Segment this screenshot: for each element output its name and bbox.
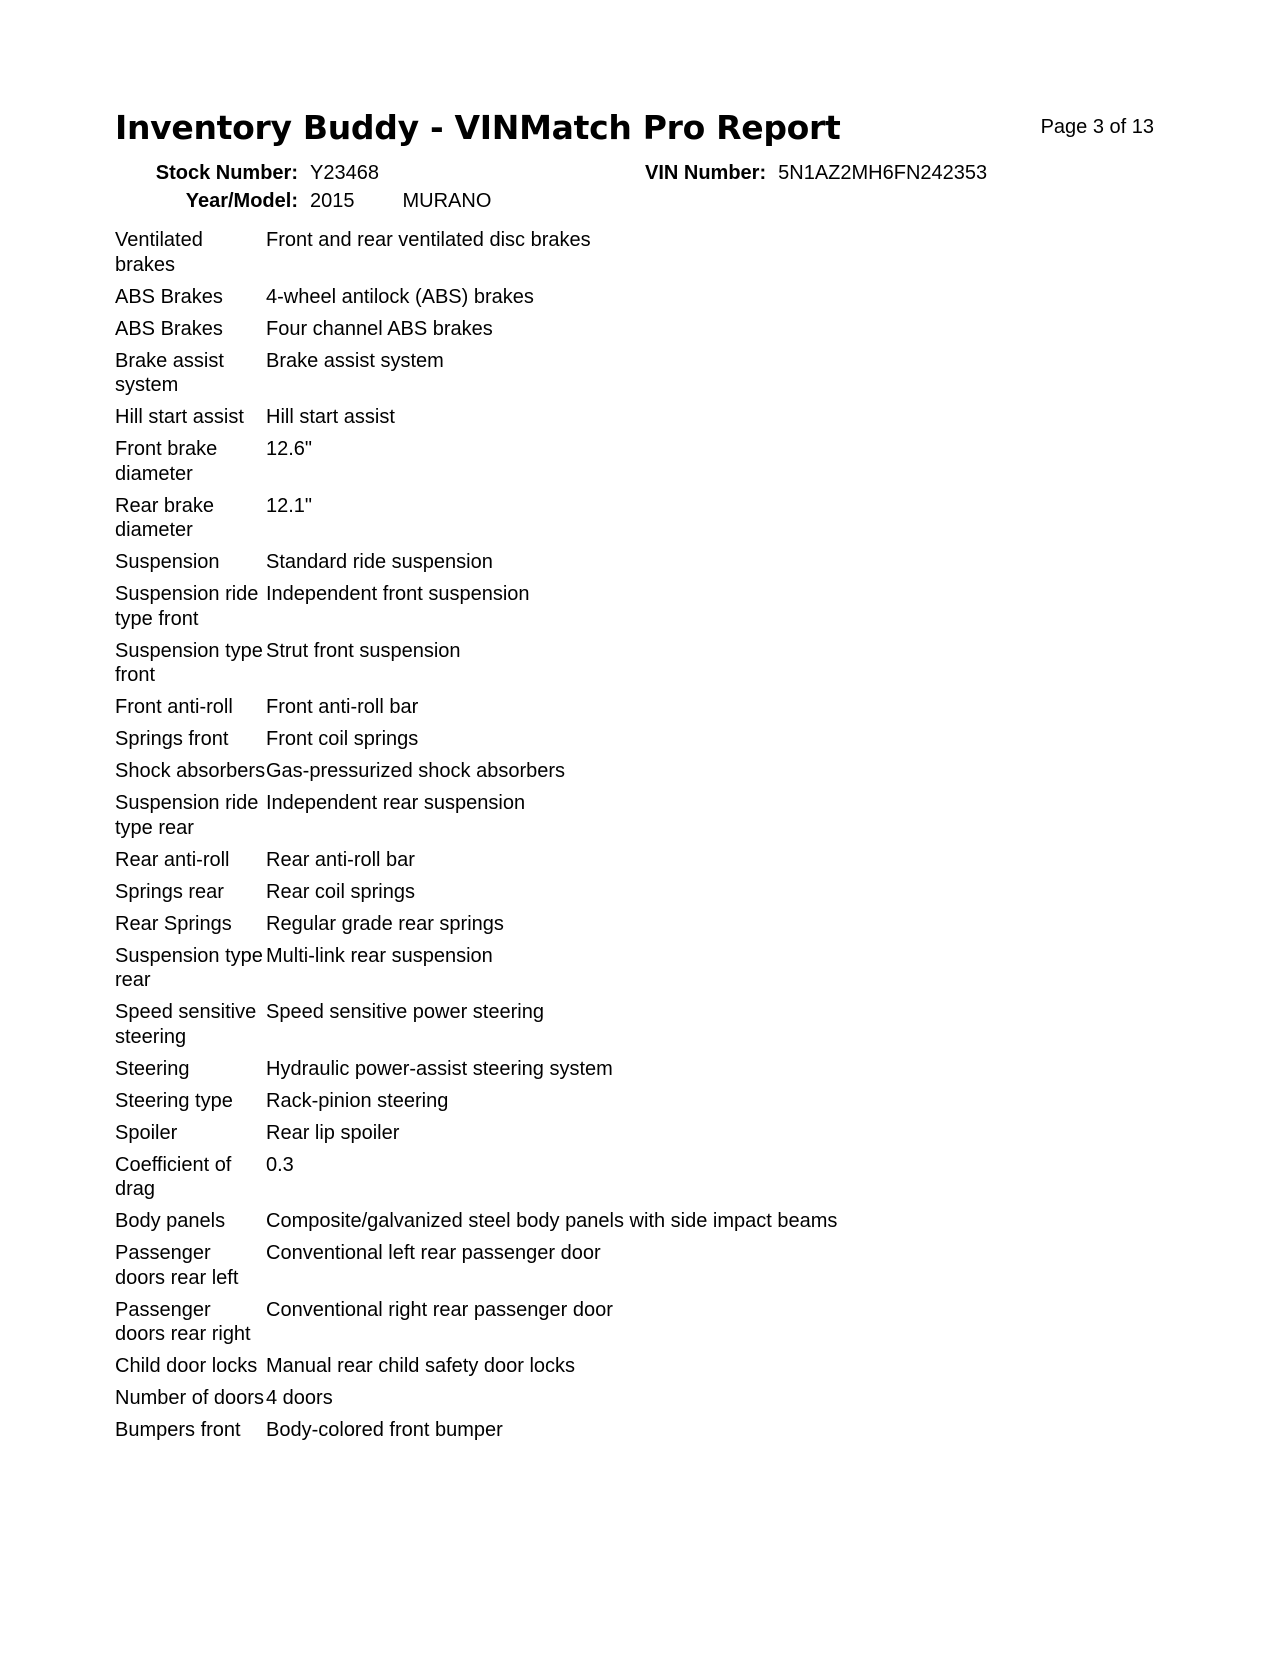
spec-value: Rear coil springs [266, 880, 415, 903]
stock-number-value: Y23468 [310, 162, 379, 184]
stock-number-row [150, 160, 379, 186]
page-title: Inventory Buddy - VINMatch Pro Report [115, 108, 841, 147]
spec-row [115, 1121, 1075, 1146]
spec-value: Hill start assist [266, 406, 395, 428]
spec-row [115, 1298, 1075, 1347]
spec-value: Manual rear child safety door locks [266, 1355, 576, 1377]
spec-row [115, 285, 1075, 310]
spec-row [115, 437, 1075, 486]
stock-number-label: Stock Number: [155, 162, 298, 184]
spec-row [115, 880, 1075, 905]
spec-value: Conventional right rear passenger door [266, 1298, 613, 1321]
spec-value: Rear lip spoiler [266, 1121, 400, 1144]
spec-label: Number of doors [115, 1387, 264, 1409]
spec-value: Body-colored front bumper [266, 1419, 503, 1441]
spec-label: Hill start assist [115, 406, 244, 428]
spec-label: Springs front [115, 728, 229, 750]
spec-value: Four channel ABS brakes [266, 317, 493, 340]
spec-row [115, 1386, 1075, 1411]
spec-row [115, 1209, 1075, 1234]
spec-label: Child door locks [115, 1355, 258, 1377]
spec-value: 4 doors [266, 1387, 333, 1409]
vin-number-row [645, 160, 987, 186]
spec-label: Front anti-roll [115, 696, 233, 718]
spec-label: Rear Springs [115, 912, 232, 935]
year-model-row [150, 188, 491, 214]
spec-row [115, 759, 1075, 784]
spec-row [115, 848, 1075, 873]
spec-label: ABS Brakes [115, 285, 223, 308]
spec-row [115, 405, 1075, 430]
spec-row [115, 494, 1075, 543]
spec-value: 0.3 [266, 1153, 294, 1176]
year-value: 2015 [310, 190, 355, 212]
spec-row [115, 727, 1075, 752]
spec-row [115, 912, 1075, 937]
spec-label: Passenger doors rear right [115, 1298, 251, 1345]
spec-row [115, 317, 1075, 342]
spec-value: 12.1" [266, 494, 313, 517]
spec-value: 4-wheel antilock (ABS) brakes [266, 285, 534, 308]
spec-label: Steering [115, 1057, 190, 1080]
spec-value: 12.6" [266, 438, 313, 460]
spec-value: Front anti-roll bar [266, 696, 419, 718]
spec-value: Standard ride suspension [266, 551, 493, 573]
spec-value: Front coil springs [266, 728, 419, 750]
spec-value: Multi-link rear suspension [266, 944, 493, 967]
spec-row [115, 791, 1075, 840]
spec-label: Speed sensitive steering [115, 1001, 257, 1048]
spec-row [115, 349, 1075, 398]
spec-value: Hydraulic power-assist steering system [266, 1057, 613, 1080]
spec-row [115, 1153, 1075, 1202]
spec-value: Brake assist system [266, 349, 444, 372]
spec-list [115, 228, 1075, 1450]
spec-row [115, 550, 1075, 575]
spec-label: Shock absorbers [115, 760, 266, 782]
spec-row [115, 1057, 1075, 1082]
spec-label: Suspension type rear [115, 944, 263, 991]
spec-row [115, 1418, 1075, 1443]
spec-label: Body panels [115, 1210, 226, 1232]
vin-number-label: VIN Number: [645, 162, 767, 184]
spec-row [115, 1089, 1075, 1114]
spec-label: Bumpers front [115, 1419, 241, 1441]
spec-row [115, 1241, 1075, 1290]
spec-label: Passenger doors rear left [115, 1242, 239, 1289]
spec-label: ABS Brakes [115, 317, 223, 340]
spec-row [115, 695, 1075, 720]
spec-label: Coefficient of drag [115, 1153, 232, 1200]
spec-row [115, 1000, 1075, 1049]
spec-label: Brake assist system [115, 349, 224, 396]
spec-label: Spoiler [115, 1121, 178, 1144]
spec-value: Regular grade rear springs [266, 912, 504, 935]
spec-label: Suspension type front [115, 639, 263, 686]
spec-label: Suspension ride type front [115, 583, 259, 630]
spec-value: Strut front suspension [266, 639, 461, 662]
spec-label: Steering type [115, 1089, 233, 1112]
spec-value: Rack-pinion steering [266, 1089, 449, 1112]
spec-value: Gas-pressurized shock absorbers [266, 760, 566, 782]
spec-row [115, 1354, 1075, 1379]
spec-label: Front brake diameter [115, 438, 218, 485]
spec-value: Conventional left rear passenger door [266, 1242, 601, 1264]
spec-value: Front and rear ventilated disc brakes [266, 229, 591, 251]
spec-row [115, 582, 1075, 631]
spec-row [115, 228, 1075, 277]
spec-label: Suspension ride type rear [115, 792, 259, 839]
spec-label: Ventilated brakes [115, 229, 203, 276]
spec-value: Composite/galvanized steel body panels with side impact beams [266, 1210, 838, 1232]
model-value: MURANO [402, 190, 492, 212]
spec-label: Suspension [115, 551, 220, 573]
spec-label: Rear brake diameter [115, 494, 214, 541]
page-number: Page 3 of 13 [1040, 116, 1154, 138]
spec-label: Rear anti-roll [115, 848, 230, 871]
spec-value: Independent rear suspension [266, 792, 526, 814]
spec-label: Springs rear [115, 880, 224, 903]
spec-row [115, 944, 1075, 993]
spec-value: Rear anti-roll bar [266, 848, 415, 871]
spec-value: Independent front suspension [266, 583, 530, 605]
vin-number-value: 5N1AZ2MH6FN242353 [778, 162, 988, 184]
spec-row [115, 639, 1075, 688]
year-model-label: Year/Model: [185, 190, 298, 212]
spec-value: Speed sensitive power steering [266, 1001, 544, 1023]
